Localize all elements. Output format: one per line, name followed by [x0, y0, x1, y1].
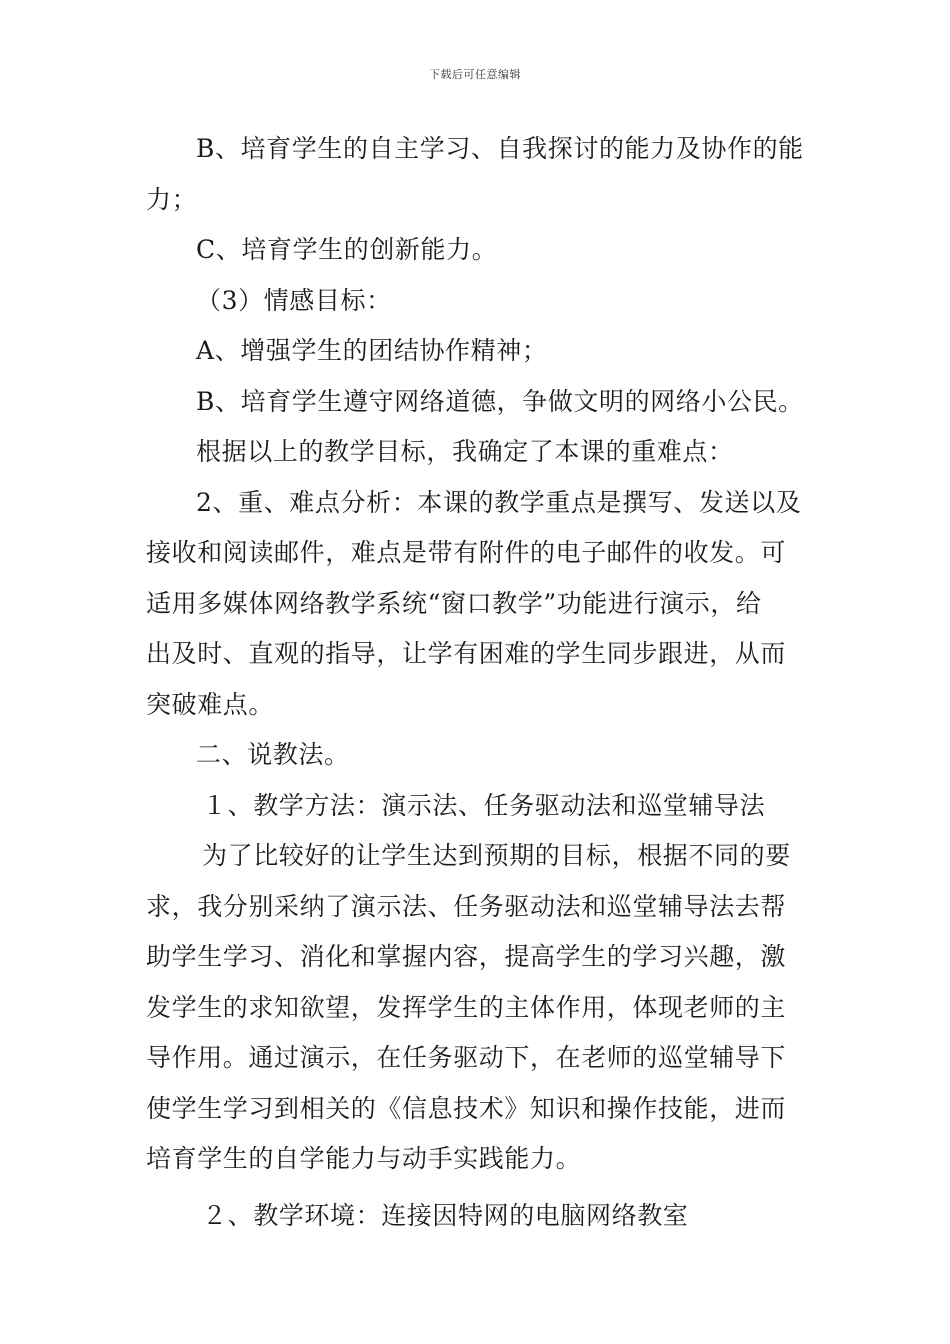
- paragraph-line: C、培育学生的创新能力。: [196, 235, 498, 264]
- paragraph-line: 使学生学习到相关的《信息技术》知识和操作技能，进而: [146, 1093, 787, 1123]
- paragraph-line: 适用多媒体网络教学系统“窗口教学”功能进行演示，给: [146, 588, 762, 618]
- paragraph-line: 求，我分别采纳了演示法、任务驱动法和巡堂辅导法去帮: [146, 891, 787, 921]
- paragraph-line: 2、重、难点分析：本课的教学重点是撰写、发送以及: [196, 487, 802, 517]
- section-heading: （3）情感目标：: [196, 285, 392, 315]
- paragraph-line: 导作用。通过演示，在任务驱动下，在老师的巡堂辅导下: [146, 1043, 787, 1072]
- section-heading: 二、说教法。: [196, 740, 350, 769]
- paragraph-line: 根据以上的教学目标，我确定了本课的重难点：: [196, 437, 734, 466]
- paragraph-line: B、培育学生的自主学习、自我探讨的能力及协作的能: [196, 134, 804, 163]
- paragraph-line: 发学生的求知欲望，发挥学生的主体作用，体现老师的主: [146, 992, 787, 1022]
- paragraph-line: A、增强学生的团结协作精神；: [196, 336, 548, 365]
- paragraph-line: B、培育学生遵守网络道德，争做文明的网络小公民。: [196, 386, 804, 416]
- paragraph-line: 突破难点。: [146, 689, 275, 719]
- paragraph-line: 培育学生的自学能力与动手实践能力。: [146, 1144, 582, 1173]
- paragraph-line: 助学生学习、消化和掌握内容，提高学生的学习兴趣，激: [146, 942, 787, 971]
- section-heading: １、教学方法：演示法、任务驱动法和巡堂辅导法: [202, 790, 766, 820]
- section-heading: ２、教学环境：连接因特网的电脑网络教室: [202, 1200, 689, 1230]
- paragraph-line: 出及时、直观的指导，让学有困难的学生同步跟进，从而: [146, 639, 787, 668]
- paragraph-line: 为了比较好的让学生达到预期的目标，根据不同的要: [202, 841, 791, 870]
- paragraph-line: 力；: [146, 184, 198, 214]
- paragraph-line: 接收和阅读邮件，难点是带有附件的电子邮件的收发。可: [146, 538, 787, 567]
- document-body: [146, 124, 806, 1241]
- page-header: 下载后可任意编辑: [429, 68, 521, 81]
